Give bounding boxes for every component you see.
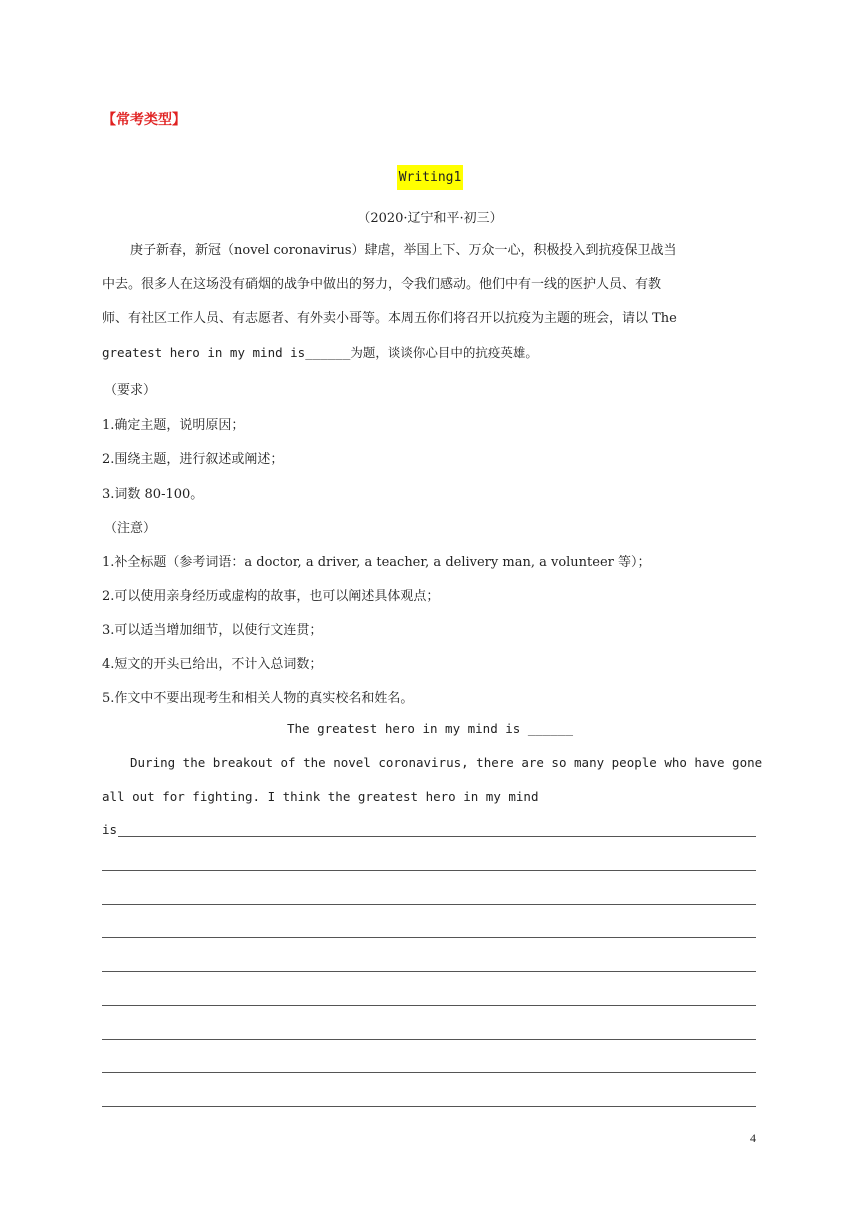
note-item: 1.补全标题（参考词语：a doctor, a driver, a teacher, a delivery man, a volunteer 等）； — [102, 555, 651, 570]
writing-line[interactable] — [102, 1039, 756, 1040]
writing-line[interactable] — [102, 1005, 756, 1006]
writing-line[interactable] — [102, 937, 756, 938]
essay-heading: The greatest hero in my mind is ______ — [287, 721, 573, 736]
writing-line[interactable] — [102, 904, 756, 905]
requirements-heading: （要求） — [104, 383, 157, 398]
essay-line-1 — [102, 755, 762, 770]
notes-heading: （注意） — [104, 521, 157, 536]
requirement-item: 1.确定主题，说明原因； — [102, 418, 245, 433]
intro-line-2: 中去。很多人在这场没有硝烟的战争中做出的努力，令我们感动。他们中有一线的医护人员、有教 — [102, 277, 662, 292]
source-citation: （2020·辽宁和平·初三） — [357, 211, 503, 226]
writing-line[interactable] — [102, 971, 756, 972]
writing-line[interactable] — [118, 836, 756, 837]
intro-line-4: greatest hero in my mind is______为题，谈谈你心目中的抗疫英雄。 — [102, 345, 538, 360]
writing-line[interactable] — [102, 1106, 756, 1107]
writing-title — [0, 170, 860, 185]
requirement-item: 3.词数 80-100。 — [102, 487, 204, 502]
note-item: 4.短文的开头已给出，不计入总词数； — [102, 657, 323, 672]
note-item: 3.可以适当增加细节，以使行文连贯； — [102, 623, 323, 638]
essay-line-2: all out for fighting. I think the greatest hero in my mind — [102, 789, 539, 804]
note-item: 5.作文中不要出现考生和相关人物的真实校名和姓名。 — [102, 691, 414, 706]
writing-title-text: Writing1 — [397, 165, 464, 190]
intro-line-3: 师、有社区工作人员、有志愿者、有外卖小哥等。本周五你们将召开以抗疫为主题的班会，请以 The — [102, 311, 677, 326]
section-tag: 【常考类型】 — [102, 112, 186, 128]
writing-line[interactable] — [102, 870, 756, 871]
essay-line-3-prefix: is — [102, 822, 118, 837]
requirement-item: 2.围绕主题，进行叙述或阐述； — [102, 452, 284, 467]
writing-line[interactable] — [102, 1072, 756, 1073]
intro-line-1 — [102, 239, 677, 258]
essay-text-1: During the breakout of the novel coronavirus, there are so many people who have gone — [130, 755, 763, 770]
note-item: 2.可以使用亲身经历或虚构的故事，也可以阐述具体观点； — [102, 589, 440, 604]
intro-text-1: 庚子新春，新冠（novel coronavirus）肆虐，举国上下、万众一心，积极投入到抗疫保卫战当 — [130, 243, 677, 258]
page-number: 4 — [750, 1131, 756, 1145]
